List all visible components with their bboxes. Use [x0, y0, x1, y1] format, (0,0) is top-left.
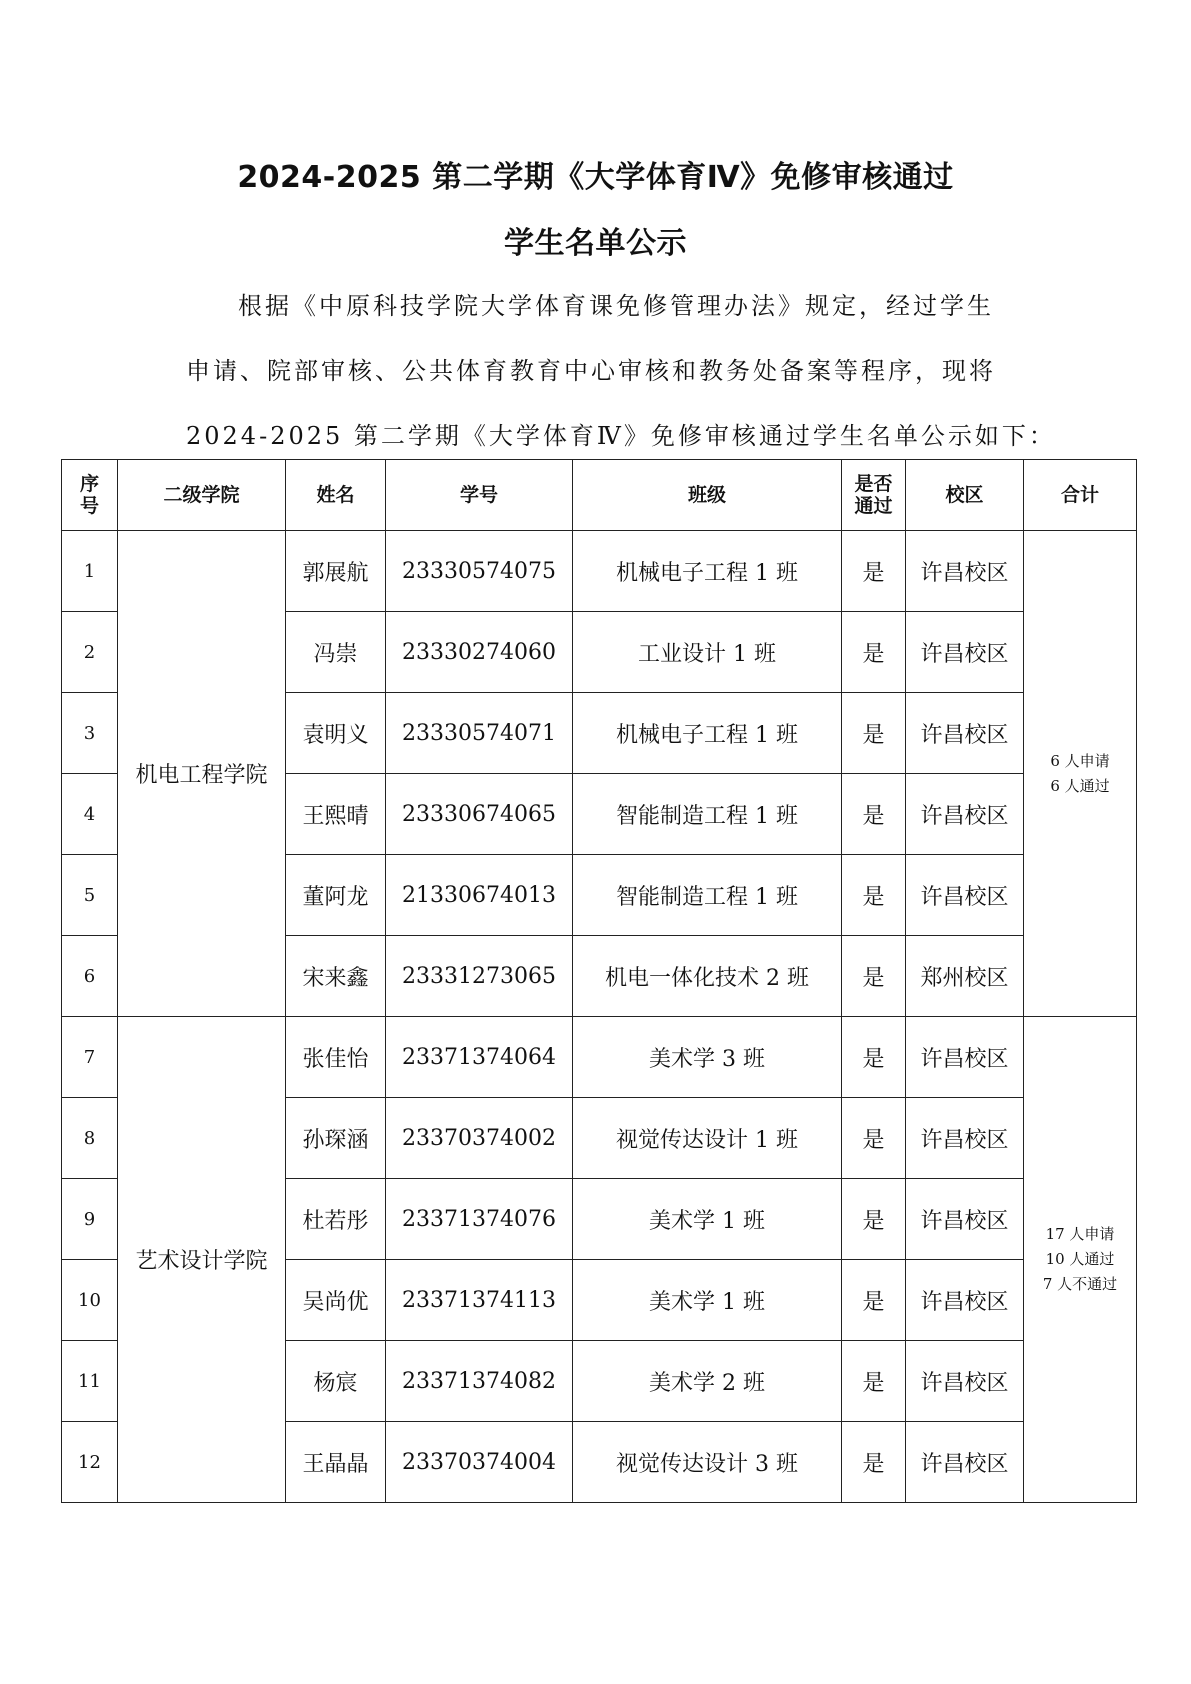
intro-paragraph-line1: 根据《中原科技学院大学体育课免修管理办法》规定，经过学生	[238, 292, 994, 320]
header-total: 合计	[1024, 460, 1137, 531]
row-campus: 许昌校区	[906, 1422, 1024, 1503]
row-student-id: 23371374082	[386, 1341, 573, 1422]
row-class: 机械电子工程 1 班	[573, 693, 842, 774]
row-class: 美术学 1 班	[573, 1260, 842, 1341]
row-seq: 11	[62, 1341, 118, 1422]
row-passed: 是	[842, 1179, 906, 1260]
row-student-id: 23370374002	[386, 1098, 573, 1179]
college-cell: 机电工程学院	[118, 531, 286, 1017]
row-class: 机电一体化技术 2 班	[573, 936, 842, 1017]
student-list-table	[61, 459, 1137, 1503]
row-name: 宋来鑫	[286, 936, 386, 1017]
row-name: 王晶晶	[286, 1422, 386, 1503]
row-passed: 是	[842, 1098, 906, 1179]
row-passed: 是	[842, 1341, 906, 1422]
group-total-cell: 6 人申请 6 人通过	[1024, 531, 1137, 1017]
header-class: 班级	[573, 460, 842, 531]
row-student-id: 23330574075	[386, 531, 573, 612]
row-passed: 是	[842, 1017, 906, 1098]
row-student-id: 23371374076	[386, 1179, 573, 1260]
row-campus: 许昌校区	[906, 1098, 1024, 1179]
row-class: 视觉传达设计 1 班	[573, 1098, 842, 1179]
row-campus: 许昌校区	[906, 774, 1024, 855]
table-header-row	[62, 460, 1137, 531]
row-student-id: 21330674013	[386, 855, 573, 936]
row-seq: 7	[62, 1017, 118, 1098]
row-passed: 是	[842, 612, 906, 693]
row-class: 智能制造工程 1 班	[573, 774, 842, 855]
intro-paragraph-line3: 2024-2025 第二学期《大学体育Ⅳ》免修审核通过学生名单公示如下：	[186, 422, 1056, 450]
row-seq: 2	[62, 612, 118, 693]
row-student-id: 23371374113	[386, 1260, 573, 1341]
document-title-line1: 2024-2025 第二学期《大学体育Ⅳ》免修审核通过	[237, 160, 954, 195]
row-student-id: 23331273065	[386, 936, 573, 1017]
row-seq: 10	[62, 1260, 118, 1341]
table-row	[62, 1017, 1137, 1098]
row-campus: 郑州校区	[906, 936, 1024, 1017]
row-name: 吴尚优	[286, 1260, 386, 1341]
row-seq: 8	[62, 1098, 118, 1179]
college-cell: 艺术设计学院	[118, 1017, 286, 1503]
row-campus: 许昌校区	[906, 855, 1024, 936]
row-campus: 许昌校区	[906, 1179, 1024, 1260]
row-passed: 是	[842, 1260, 906, 1341]
row-name: 冯崇	[286, 612, 386, 693]
header-seq: 序 号	[62, 460, 118, 531]
row-seq: 4	[62, 774, 118, 855]
row-student-id: 23370374004	[386, 1422, 573, 1503]
row-passed: 是	[842, 693, 906, 774]
row-name: 郭展航	[286, 531, 386, 612]
row-campus: 许昌校区	[906, 1260, 1024, 1341]
row-name: 张佳怡	[286, 1017, 386, 1098]
row-seq: 6	[62, 936, 118, 1017]
row-name: 袁明义	[286, 693, 386, 774]
row-name: 王熙晴	[286, 774, 386, 855]
row-campus: 许昌校区	[906, 1017, 1024, 1098]
group-total-cell: 17 人申请 10 人通过 7 人不通过	[1024, 1017, 1137, 1503]
row-seq: 9	[62, 1179, 118, 1260]
row-name: 杜若彤	[286, 1179, 386, 1260]
header-student-id: 学号	[386, 460, 573, 531]
row-class: 工业设计 1 班	[573, 612, 842, 693]
row-seq: 3	[62, 693, 118, 774]
header-passed: 是否 通过	[842, 460, 906, 531]
row-name: 杨宸	[286, 1341, 386, 1422]
row-campus: 许昌校区	[906, 531, 1024, 612]
header-campus: 校区	[906, 460, 1024, 531]
header-college: 二级学院	[118, 460, 286, 531]
table-row	[62, 531, 1137, 612]
row-seq: 1	[62, 531, 118, 612]
row-student-id: 23330574071	[386, 693, 573, 774]
row-passed: 是	[842, 531, 906, 612]
intro-paragraph-line2: 申请、院部审核、公共体育教育中心审核和教务处备案等程序，现将	[186, 357, 996, 385]
row-class: 视觉传达设计 3 班	[573, 1422, 842, 1503]
row-class: 美术学 3 班	[573, 1017, 842, 1098]
row-class: 机械电子工程 1 班	[573, 531, 842, 612]
row-name: 董阿龙	[286, 855, 386, 936]
row-campus: 许昌校区	[906, 693, 1024, 774]
header-name: 姓名	[286, 460, 386, 531]
row-class: 智能制造工程 1 班	[573, 855, 842, 936]
document-title-line2: 学生名单公示	[504, 226, 687, 261]
row-seq: 5	[62, 855, 118, 936]
row-student-id: 23371374064	[386, 1017, 573, 1098]
row-class: 美术学 2 班	[573, 1341, 842, 1422]
row-passed: 是	[842, 936, 906, 1017]
row-seq: 12	[62, 1422, 118, 1503]
row-campus: 许昌校区	[906, 612, 1024, 693]
row-passed: 是	[842, 1422, 906, 1503]
row-passed: 是	[842, 774, 906, 855]
row-class: 美术学 1 班	[573, 1179, 842, 1260]
row-student-id: 23330674065	[386, 774, 573, 855]
row-passed: 是	[842, 855, 906, 936]
row-name: 孙琛涵	[286, 1098, 386, 1179]
row-campus: 许昌校区	[906, 1341, 1024, 1422]
row-student-id: 23330274060	[386, 612, 573, 693]
